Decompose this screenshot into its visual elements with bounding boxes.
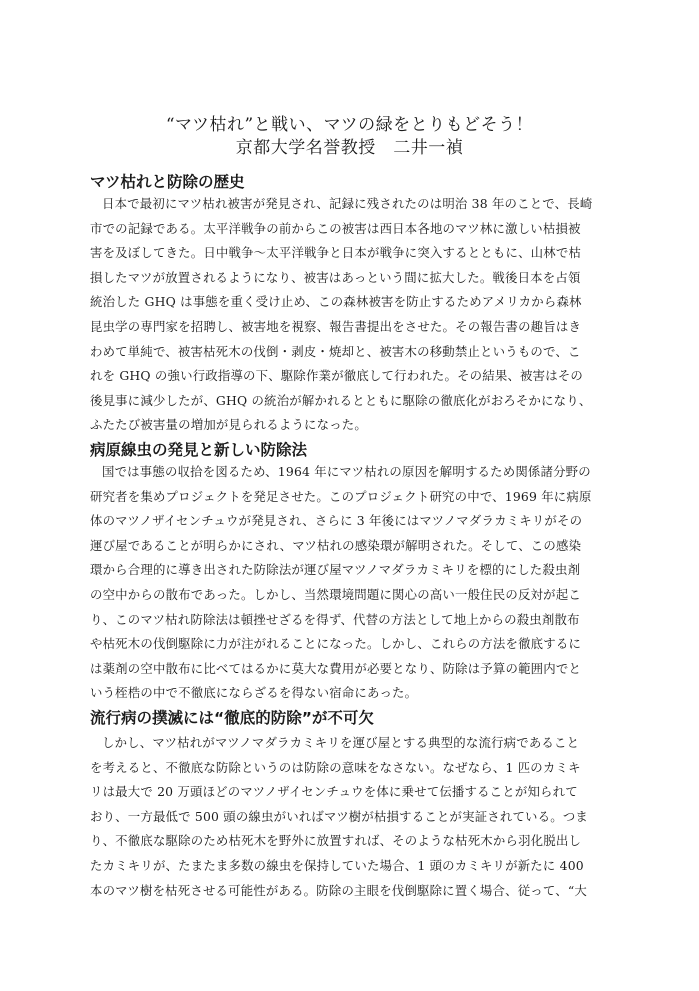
paragraph-line: たカミキリが、たまたま多数の線虫を保持していた場合、1 頭のカミキリが新たに 400 xyxy=(90,857,584,873)
paragraph-line: り、このマツ枯れ防除法は頓挫せざるを得ず、代替の方法として地上からの殺虫剤散布 xyxy=(90,611,580,627)
paragraph-line: 昆虫学の専門家を招聘し、被害地を視察、報告書提出をさせた。その報告書の趣旨はき xyxy=(90,318,582,334)
section-body-history xyxy=(90,192,610,438)
paragraph-line: れを GHQ の強い行政指導の下、駆除作業が徹底して行われた。その結果、被害はその xyxy=(90,368,584,384)
section-heading-nematode: 病原線虫の発見と新しい防除法 xyxy=(90,441,308,459)
section-heading-history: マツ枯れと防除の歴史 xyxy=(90,173,245,191)
paragraph-line: 損したマツが放置されるようになり、被害はあっという間に拡大した。戦後日本を占領 xyxy=(90,269,581,285)
paragraph-line: いう桎梏の中で不徹底にならざるを得ない宿命にあった。 xyxy=(90,685,418,701)
paragraph-line: リは最大で 20 万頭ほどのマツノザイセンチュウを体に乗せて伝播することが知られて xyxy=(90,784,578,800)
paragraph-line: や枯死木の伐倒駆除に力が注がれることになった。しかし、これらの方法を徹底するに xyxy=(90,636,582,652)
paragraph-line: 市での記録である。太平洋戦争の前からこの被害は西日本各地のマツ林に激しい枯損被 xyxy=(90,220,581,236)
paragraph-line: 後見事に減少したが、GHQ の統治が解かれるとともに駆除の徹底化がおろそかになり、 xyxy=(90,392,592,408)
document-title: “マツ枯れ”と戦い、マツの緑をとりもどそう！ xyxy=(165,115,534,135)
paragraph-line: わめて単純で、被害枯死木の伐倒・剥皮・焼却と、被害木の移動禁止というもので、こ xyxy=(90,343,581,359)
paragraph-line: 運び屋であることが明らかにされ、マツ枯れの感染環が解明された。そして、この感染 xyxy=(90,537,582,553)
section-body-nematode xyxy=(90,460,610,706)
paragraph-line: 日本で最初にマツ枯れ被害が発見され、記録に残されたのは明治 38 年のことで、長崎 xyxy=(102,196,593,211)
paragraph-line: は薬剤の空中散布に比べてはるかに莫大な費用が必要となり、防除は予算の範囲内でと xyxy=(90,660,582,676)
paragraph-line: おり、一方最低で 500 頭の線虫がいればマツ樹が枯損することが実証されている。つま xyxy=(90,808,589,824)
paragraph-line: 研究者を集めプロジェクトを発足させた。このプロジェクト研究の中で、1969 年に病原 xyxy=(90,488,592,504)
paragraph-line: 環から合理的に導き出された防除法が運び屋マツノマダラカミキリを標的にした殺虫剤 xyxy=(90,562,581,578)
paragraph-line: 統治した GHQ は事態を重く受け止め、この森林被害を防止するためアメリカから森林 xyxy=(90,294,582,310)
paragraph-line: 害を及ぼしてきた。日中戦争～太平洋戦争と日本が戦争に突入するとともに、山林で枯 xyxy=(90,245,582,261)
paragraph-line: 国では事態の収拾を図るため、1964 年にマツ枯れの原因を解明するため関係諸分野の xyxy=(102,464,591,479)
section-body-eradication xyxy=(90,731,610,903)
paragraph-line: り、不徹底な駆除のため枯死木を野外に放置すれば、そのような枯死木から羽化脱出し xyxy=(90,833,582,849)
paragraph-line: 体のマツノザイセンチュウが発見され、さらに 3 年後にはマツノマダラカミキリがその xyxy=(90,513,583,529)
section-heading-eradication: 流行病の撲滅には“徹底的防除”が不可欠 xyxy=(90,709,374,727)
paragraph-line: 本のマツ樹を枯死させる可能性がある。防除の主眼を伐倒駆除に置く場合、従って、“大 xyxy=(90,882,587,898)
paragraph-line: の空中からの散布であった。しかし、当然環境問題に関心の高い一般住民の反対が起こ xyxy=(90,586,581,602)
paragraph-line: しかし、マツ枯れがマツノマダラカミキリを運び屋とする典型的な流行病であること xyxy=(102,735,580,750)
author-line: 京都大学名誉教授 二井一禎 xyxy=(235,138,464,158)
paragraph-line: ふたたび被害量の増加が見られるようになった。 xyxy=(90,417,367,433)
paragraph-line: を考えると、不徹底な防除というのは防除の意味をなさない。なぜなら、1 匹のカミキ xyxy=(90,759,581,775)
